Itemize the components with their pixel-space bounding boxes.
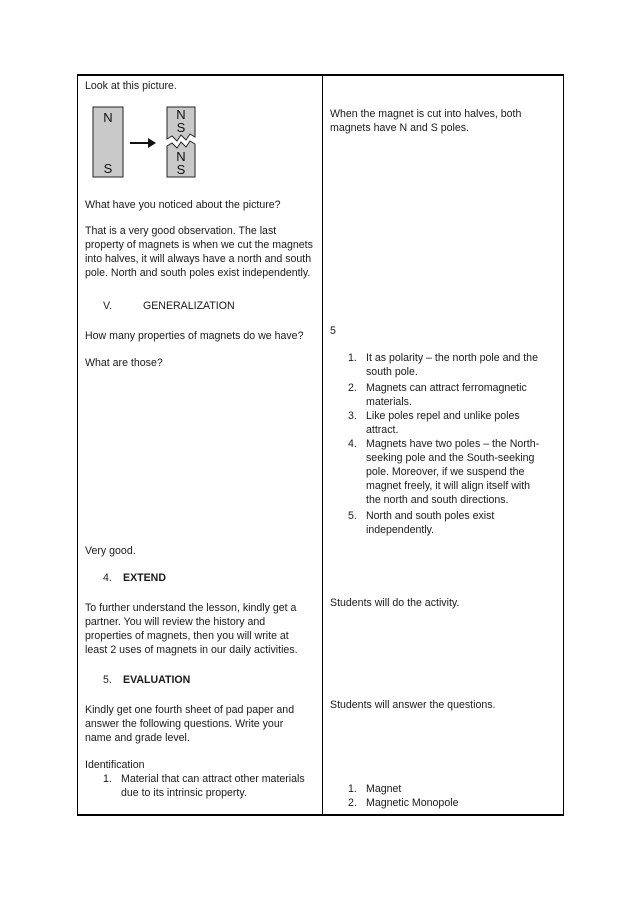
evaluation-answer: Students will answer the questions. — [330, 699, 496, 711]
property-line: pole. Moreover, if we suspend the — [366, 466, 525, 478]
extend-number: 4. — [103, 572, 112, 584]
property-line: independently. — [366, 524, 435, 536]
how-many-question: How many properties of magnets do we have? — [85, 330, 304, 342]
right-magnet-s2-label: S — [176, 162, 186, 177]
table-border-right — [563, 74, 564, 816]
property-number: 3. — [348, 410, 357, 422]
answer-text: Magnetic Monopole — [366, 797, 459, 809]
generalization-heading: GENERALIZATION — [143, 300, 235, 312]
answer-text: Magnet — [366, 783, 402, 795]
identification-item-number: 1. — [103, 773, 112, 785]
property-number: 2. — [348, 382, 357, 394]
identification-item-line: due to its intrinsic property. — [121, 787, 247, 799]
observation-line: That is a very good observation. The last — [85, 225, 277, 237]
property-line: seeking pole and the South-seeking — [366, 452, 535, 464]
observation-line: property of magnets is when we cut the magnets — [85, 239, 313, 251]
evaluation-line: answer the following questions. Write your — [85, 718, 284, 730]
identification-item-line: Material that can attract other materials — [121, 773, 305, 785]
table-border-top — [77, 74, 564, 76]
extend-line: To further understand the lesson, kindly get a — [85, 602, 297, 614]
property-number: 1. — [348, 352, 357, 364]
extend-line: least 2 uses of magnets in our daily activities. — [85, 644, 298, 656]
property-line: It as polarity – the north pole and the — [366, 352, 538, 364]
property-count-answer: 5 — [330, 325, 336, 337]
right-magnet-n2-label: N — [176, 149, 186, 164]
table-border-left — [77, 74, 78, 816]
evaluation-line: Kindly get one fourth sheet of pad paper and — [85, 704, 295, 716]
right-magnet-s1-label: S — [176, 120, 186, 135]
left-magnet-n-label: N — [103, 110, 113, 125]
property-line: magnet freely, it will align itself with — [366, 480, 531, 492]
cut-answer-line: When the magnet is cut into halves, both — [330, 108, 522, 120]
notice-question: What have you noticed about the picture? — [85, 199, 281, 211]
cut-answer-line: magnets have N and S poles. — [330, 122, 469, 134]
generalization-number: V. — [103, 300, 113, 312]
look-instruction: Look at this picture. — [85, 80, 177, 92]
what-are-those-question: What are those? — [85, 357, 163, 369]
property-line: North and south poles exist — [366, 510, 495, 522]
extend-line: properties of magnets, then you will write at — [85, 630, 289, 642]
evaluation-heading: EVALUATION — [123, 674, 191, 686]
extend-heading: EXTEND — [123, 572, 166, 584]
property-line: materials. — [366, 396, 412, 408]
magnet-cut-figure — [92, 106, 202, 178]
property-number: 5. — [348, 510, 357, 522]
extend-answer: Students will do the activity. — [330, 597, 460, 609]
property-line: south pole. — [366, 366, 418, 378]
left-magnet-s-label: S — [103, 161, 113, 176]
property-line: attract. — [366, 424, 399, 436]
extend-line: partner. You will review the history and — [85, 616, 266, 628]
property-line: the north and south directions. — [366, 494, 509, 506]
table-column-divider — [322, 74, 323, 816]
answer-number: 2. — [348, 797, 357, 809]
observation-line: into halves, it will always have a north and south — [85, 253, 312, 265]
answer-number: 1. — [348, 783, 357, 795]
very-good-text: Very good. — [85, 545, 136, 557]
property-line: Magnets have two poles – the North- — [366, 438, 540, 450]
property-line: Like poles repel and unlike poles — [366, 410, 520, 422]
table-border-bottom — [77, 814, 564, 816]
right-magnet-n1-label: N — [176, 107, 186, 122]
identification-heading: Identification — [85, 759, 145, 771]
property-line: Magnets can attract ferromagnetic — [366, 382, 527, 394]
property-number: 4. — [348, 438, 357, 450]
evaluation-number: 5. — [103, 674, 112, 686]
observation-line: pole. North and south poles exist independently. — [85, 267, 311, 279]
evaluation-line: name and grade level. — [85, 732, 190, 744]
